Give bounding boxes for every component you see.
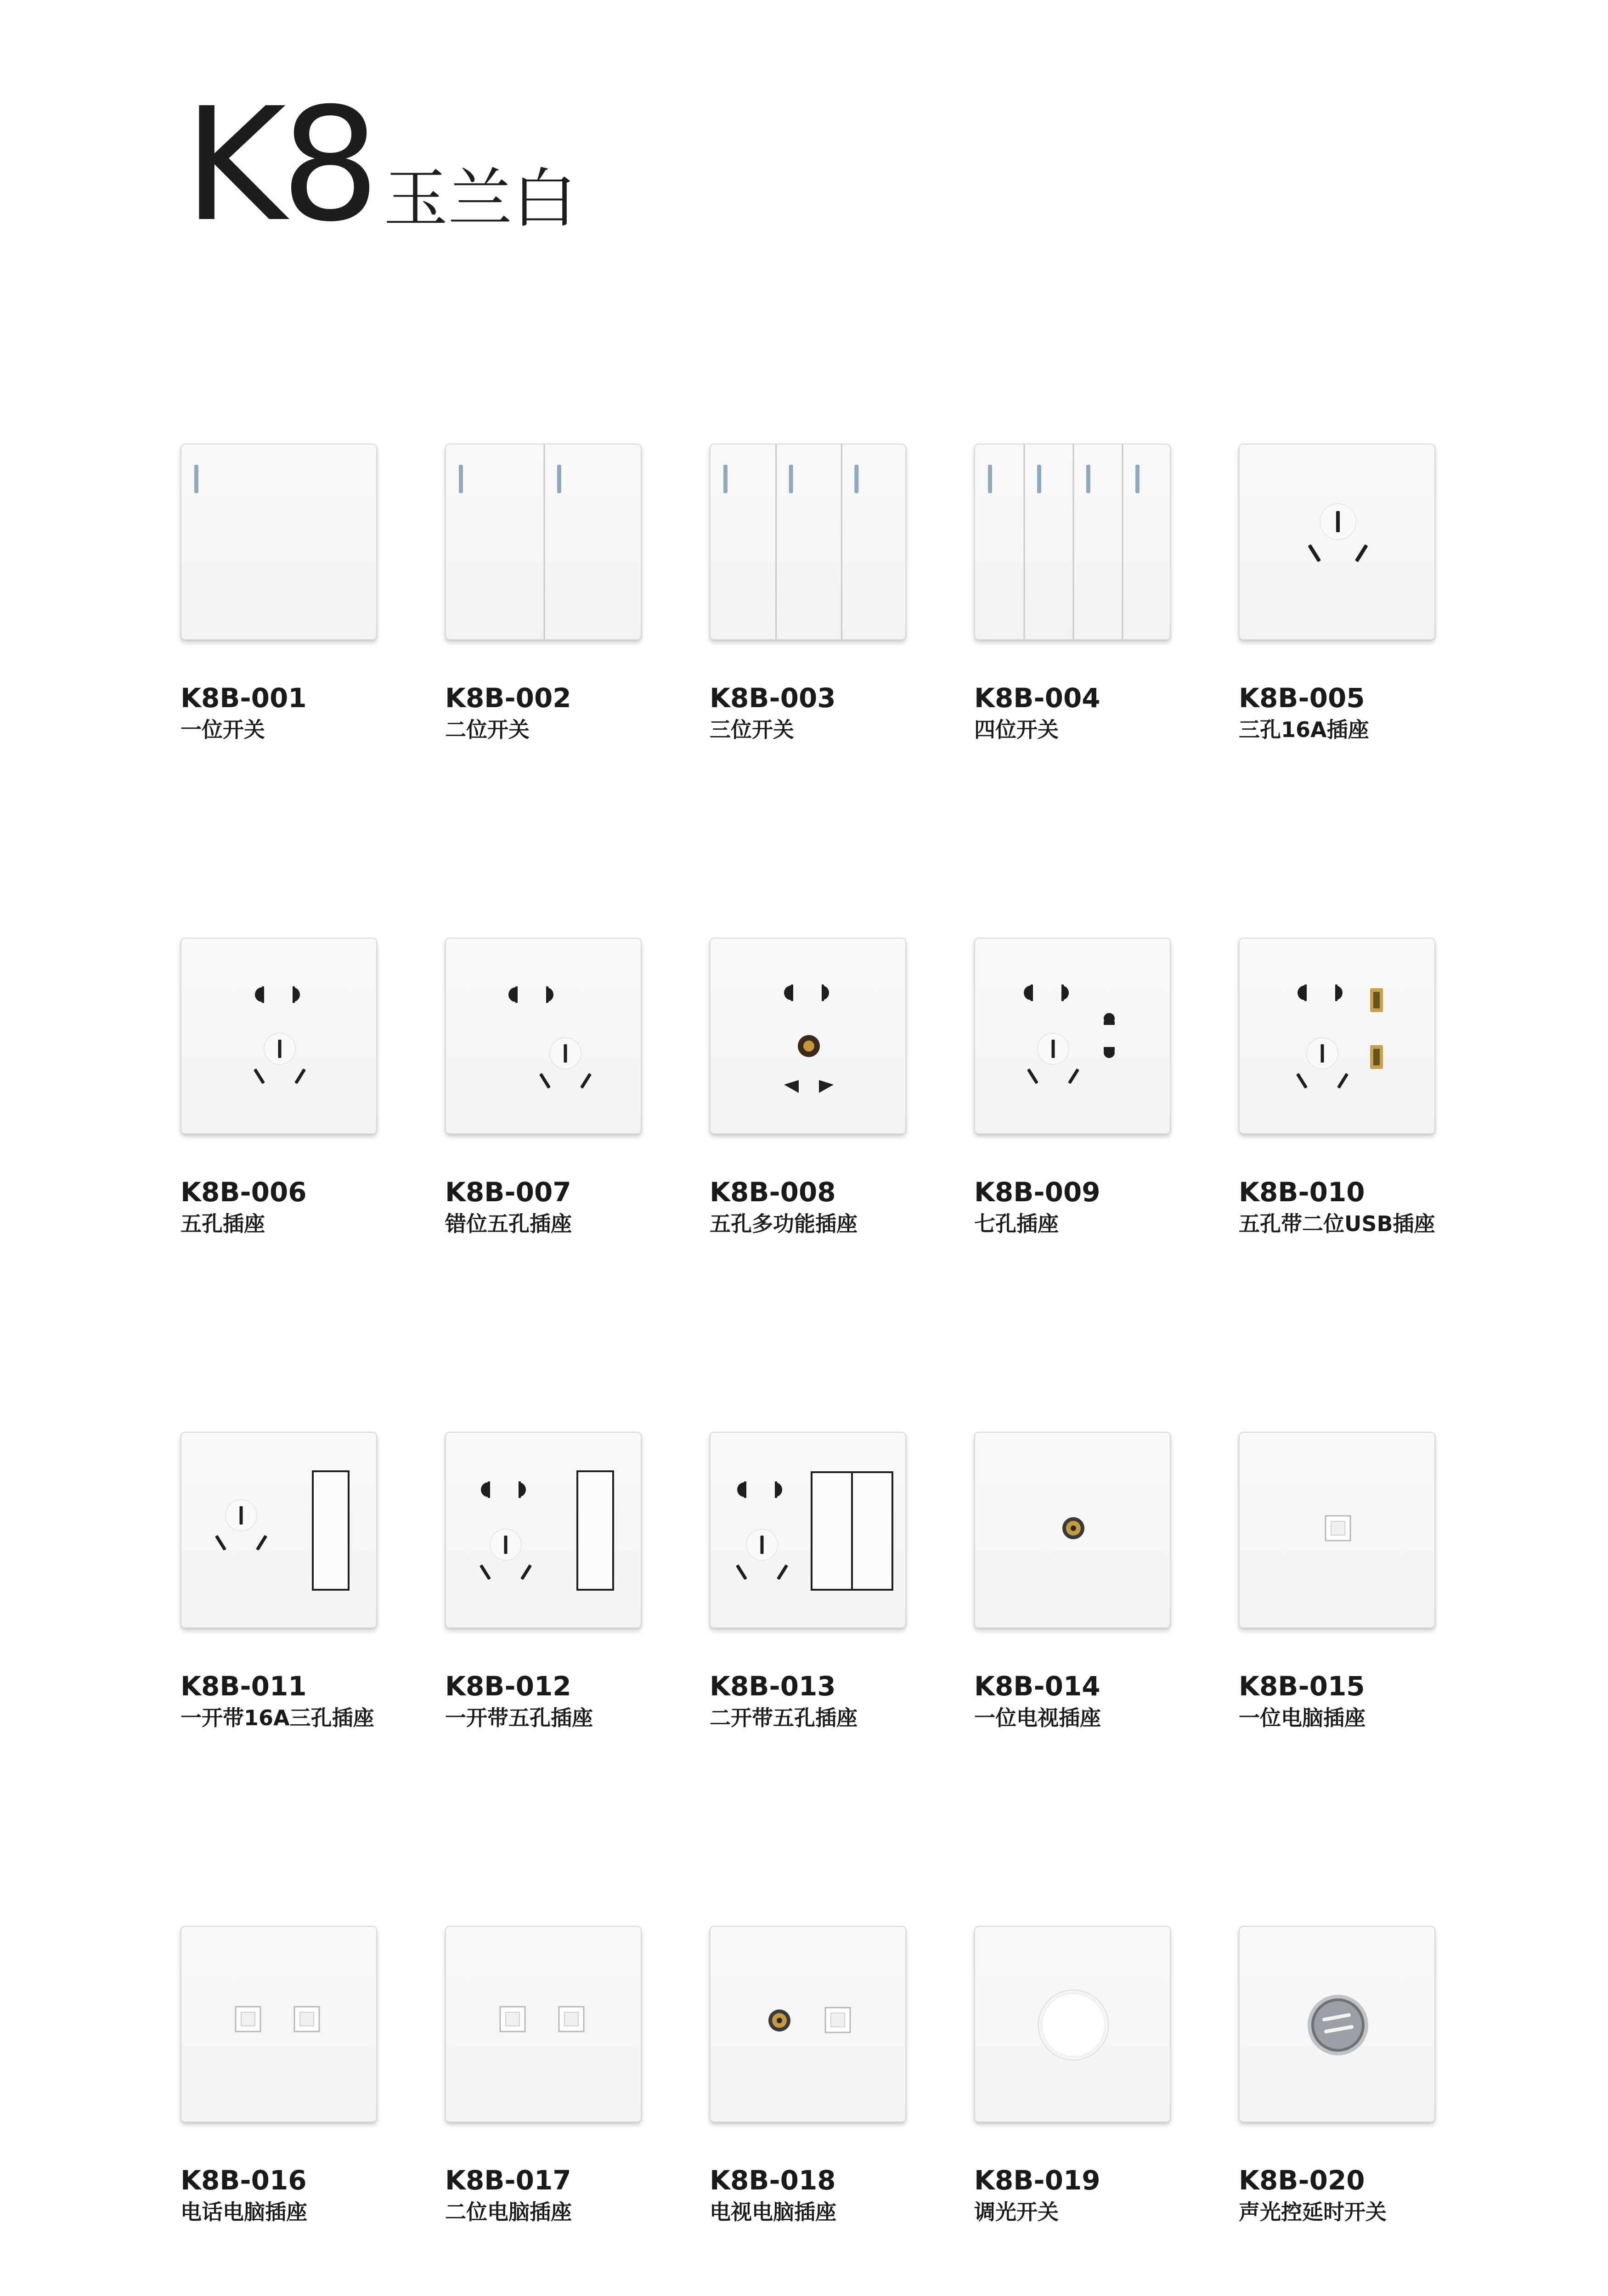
product-code: K8B-020 — [1239, 2165, 1365, 2196]
product-card — [710, 938, 967, 1259]
product-name: 一位电脑插座 — [1239, 1705, 1365, 1730]
sound-light-delay-switch-icon — [1239, 1926, 1435, 2122]
product-card — [974, 938, 1231, 1259]
product-code: K8B-002 — [445, 682, 571, 714]
product-card — [1239, 444, 1496, 765]
tv-socket-icon — [974, 1432, 1171, 1628]
product-card — [445, 938, 702, 1259]
series-color-name: 玉兰白 — [384, 162, 577, 236]
product-name: 二位电脑插座 — [445, 2200, 572, 2224]
switch-five-pin-socket-icon — [445, 1432, 642, 1628]
product-card — [445, 1926, 702, 2247]
product-card — [181, 444, 438, 765]
product-name: 五孔带二位USB插座 — [1239, 1211, 1435, 1236]
product-code: K8B-001 — [181, 682, 307, 714]
product-card — [1239, 1432, 1496, 1753]
product-code: K8B-006 — [181, 1176, 307, 1208]
product-code: K8B-018 — [710, 2165, 836, 2196]
product-name: 一开带五孔插座 — [445, 1705, 593, 1730]
page-title — [184, 74, 577, 256]
product-card — [181, 938, 438, 1259]
product-code: K8B-014 — [974, 1671, 1100, 1702]
multifunction-five-pin-socket-icon — [710, 938, 906, 1134]
product-code: K8B-004 — [974, 682, 1100, 714]
product-name: 二位开关 — [445, 717, 530, 742]
product-code: K8B-012 — [445, 1671, 571, 1702]
product-code: K8B-017 — [445, 2165, 571, 2196]
product-card — [445, 1432, 702, 1753]
two-computer-socket-icon — [445, 1926, 642, 2122]
product-code: K8B-008 — [710, 1176, 836, 1208]
phone-computer-socket-icon — [181, 1926, 377, 2122]
product-name: 错位五孔插座 — [445, 1211, 572, 1236]
product-name: 四位开关 — [974, 717, 1059, 742]
product-code: K8B-011 — [181, 1671, 307, 1702]
product-card — [181, 1432, 438, 1753]
product-name: 二开带五孔插座 — [710, 1705, 858, 1730]
product-card — [1239, 938, 1496, 1259]
product-card — [1239, 1926, 1496, 2247]
seven-pin-socket-icon — [974, 938, 1171, 1134]
product-name: 电话电脑插座 — [181, 2200, 307, 2224]
three-gang-switch-icon — [710, 444, 906, 640]
two-switch-five-pin-socket-icon — [710, 1432, 906, 1628]
series-name: K8 — [184, 74, 375, 256]
product-code: K8B-016 — [181, 2165, 307, 2196]
product-card — [181, 1926, 438, 2247]
switch-three-pin-16a-socket-icon — [181, 1432, 377, 1628]
product-code: K8B-010 — [1239, 1176, 1365, 1208]
one-gang-switch-icon — [181, 444, 377, 640]
product-name: 三孔16A插座 — [1239, 717, 1369, 742]
product-card — [974, 1926, 1231, 2247]
product-code: K8B-009 — [974, 1176, 1100, 1208]
five-pin-usb-socket-icon — [1239, 938, 1435, 1134]
product-name: 声光控延时开关 — [1239, 2200, 1387, 2224]
product-code: K8B-007 — [445, 1176, 571, 1208]
product-code: K8B-013 — [710, 1671, 836, 1702]
product-name: 电视电脑插座 — [710, 2200, 836, 2224]
tv-computer-socket-icon — [710, 1926, 906, 2122]
two-gang-switch-icon — [445, 444, 642, 640]
four-gang-switch-icon — [974, 444, 1171, 640]
computer-socket-icon — [1239, 1432, 1435, 1628]
product-name: 三位开关 — [710, 717, 794, 742]
product-code: K8B-015 — [1239, 1671, 1365, 1702]
product-name: 一开带16A三孔插座 — [181, 1705, 374, 1730]
product-name: 五孔多功能插座 — [710, 1211, 858, 1236]
product-card — [710, 444, 967, 765]
product-name: 七孔插座 — [974, 1211, 1059, 1236]
product-name: 五孔插座 — [181, 1211, 265, 1236]
product-code: K8B-005 — [1239, 682, 1365, 714]
dimmer-switch-icon — [974, 1926, 1171, 2122]
product-name: 一位开关 — [181, 717, 265, 742]
product-card — [710, 1926, 967, 2247]
five-pin-socket-icon — [181, 938, 377, 1134]
product-name: 一位电视插座 — [974, 1705, 1101, 1730]
product-card — [974, 444, 1231, 765]
product-code: K8B-003 — [710, 682, 836, 714]
product-card — [974, 1432, 1231, 1753]
product-name: 调光开关 — [974, 2200, 1059, 2224]
product-code: K8B-019 — [974, 2165, 1100, 2196]
three-pin-16a-socket-icon — [1239, 444, 1435, 640]
product-card — [445, 444, 702, 765]
product-card — [710, 1432, 967, 1753]
offset-five-pin-socket-icon — [445, 938, 642, 1134]
